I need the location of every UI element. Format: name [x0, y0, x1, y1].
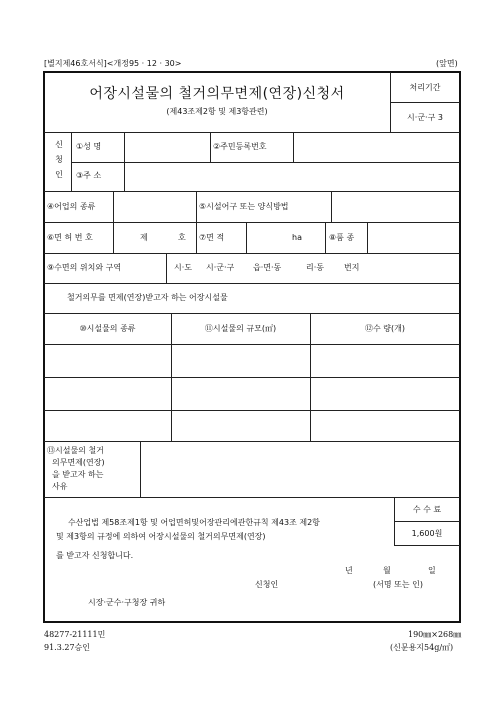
reason-label-line-2: 의무면제(연장) [52, 458, 105, 467]
license-ho-label: 호 [178, 233, 186, 242]
signer-label: 신청인 [255, 580, 279, 589]
area-label: ⑦면 적 [199, 233, 225, 242]
processing-period-label: 처리기간 [409, 83, 441, 92]
species-label: ⑧품 종 [329, 233, 355, 242]
area-unit: ha [292, 233, 302, 242]
page-title: 어장시설물의 철거의무면제(연장)신청서 [89, 86, 345, 102]
facility-method-label: ⑤시설어구 또는 양식방법 [199, 202, 289, 211]
facilities-heading: 철거의무를 면제(연장)받고자 하는 어장시설물 [67, 293, 228, 302]
license-je-label: 제 [140, 233, 148, 242]
applicant-group-label-3: 인 [55, 170, 63, 179]
page-side-label: (앞면) [436, 59, 458, 68]
signature-label: (서명 또는 인) [373, 580, 423, 589]
reason-label-line-3: 을 받고자 하는 [52, 470, 104, 479]
address-label: ③주 소 [76, 171, 102, 180]
applicant-group-label-1: 신 [55, 140, 63, 149]
declaration-line-2: 및 제3항의 규정에 의하여 어장시설물의 철거의무면제(연장) [56, 532, 266, 541]
column-header-facility-size: ⑪시설물의 규모(㎡) [204, 324, 277, 333]
reason-label-line-4: 사유 [52, 482, 68, 491]
frame-left [43, 71, 45, 623]
approval-date: 91.3.27승인 [44, 643, 90, 652]
addressee: 시장·군수·구청장 귀하 [88, 598, 166, 607]
location-bunji: 번지 [344, 263, 360, 272]
name-label: ①성 명 [76, 142, 102, 151]
license-number-label: ⑥면 허 번 호 [47, 233, 93, 242]
page-subtitle: (제43조제2항 및 제3항관련) [166, 107, 268, 116]
frame-bottom [43, 621, 461, 623]
form-code: 48277-21111민 [44, 630, 106, 639]
water-location-label: ⑨수면의 위치와 구역 [47, 263, 122, 272]
column-header-quantity: ⑫수 량(개) [365, 324, 405, 333]
paper-size: 190㎜×268㎜ [408, 630, 462, 639]
frame-right [459, 71, 461, 623]
date-year-label: 년 [345, 566, 353, 575]
paper-type: (신문용지54g/㎡) [390, 643, 454, 652]
location-ridong: 리·동 [306, 263, 324, 272]
fee-value: 1,600원 [411, 529, 443, 538]
resident-id-label: ②주민등록번호 [213, 142, 267, 151]
applicant-group-label-2: 청 [55, 155, 63, 164]
declaration-line-1: 수산업법 제58조제1항 및 어업면허및어장관리에관한규칙 제43조 제2항 [68, 518, 320, 527]
fishery-type-label: ④어업의 종류 [47, 202, 96, 211]
location-eupmyeondong: 읍·면·동 [253, 263, 282, 272]
date-month-label: 월 [383, 566, 391, 575]
reason-label-line-1: ⑬시설물의 철거 [47, 446, 104, 455]
declaration-line-3: 를 받고자 신청합니다. [56, 551, 134, 560]
processing-period-value: 시·군·구 3 [407, 113, 443, 122]
frame-top [43, 71, 461, 73]
location-sigungu: 시·군·구 [206, 263, 235, 272]
date-day-label: 일 [428, 566, 436, 575]
fee-label: 수 수 료 [412, 505, 442, 514]
column-header-facility-type: ⑩시설물의 종류 [79, 324, 136, 333]
location-sido: 시·도 [174, 263, 192, 272]
form-number: [별지제46호서식]<개정95 · 12 · 30> [44, 59, 182, 68]
